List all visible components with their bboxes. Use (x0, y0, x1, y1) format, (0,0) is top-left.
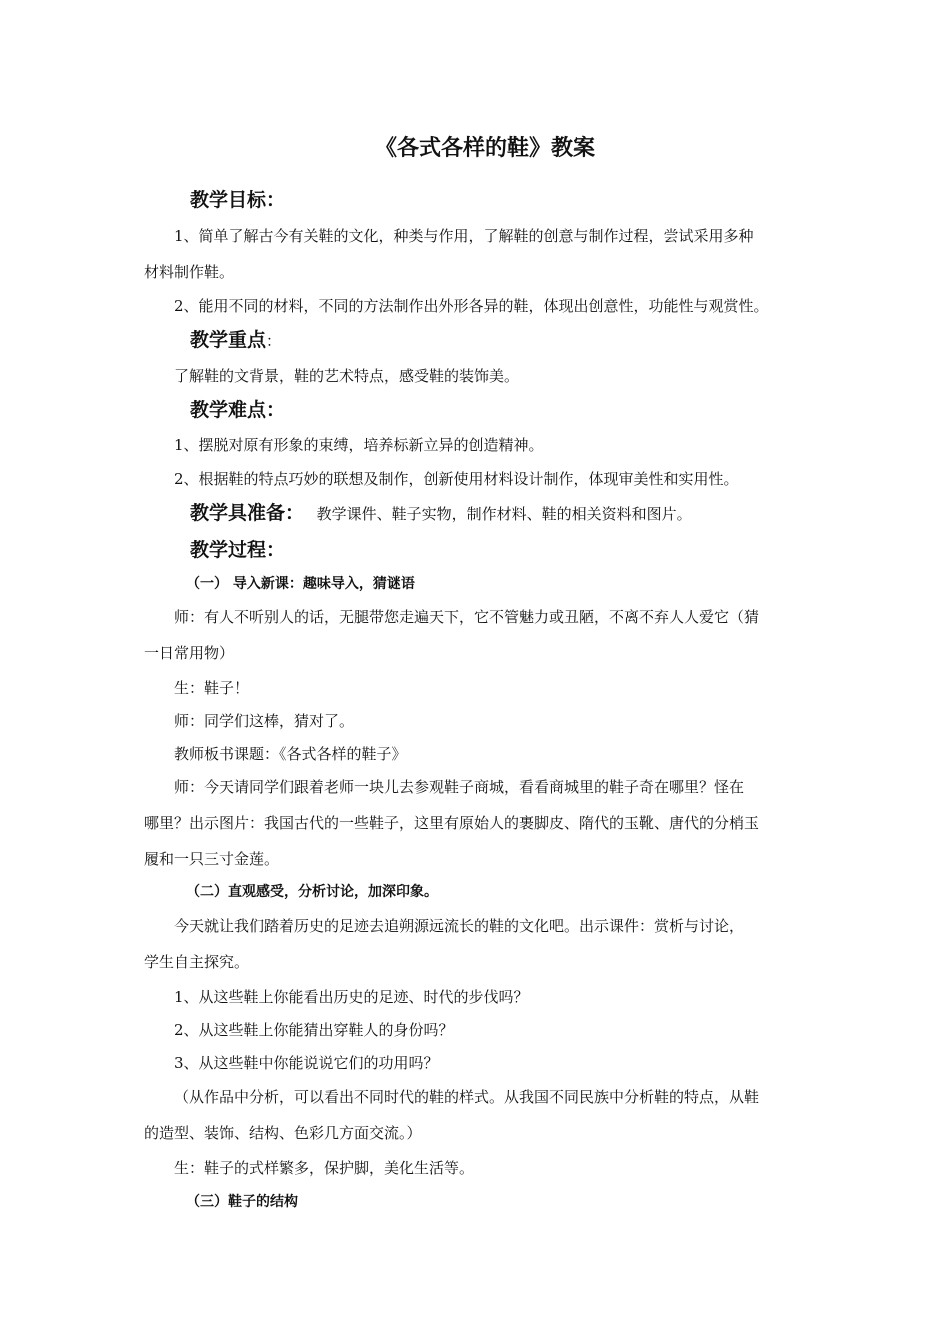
section1-p1-line1: 师：有人不听别人的话，无腿带您走遍天下，它不管魅力或丑陋，不离不弃人人爱它（猜 (174, 608, 760, 626)
section2-note-line2: 的造型、装饰、结构、色彩几方面交流。） (144, 1124, 422, 1142)
section1-title: （一） 导入新课：趣味导入，猜谜语 (186, 576, 415, 592)
document-title: 《各式各样的鞋》教案 (374, 136, 595, 161)
key-points-heading-colon: ： (266, 332, 282, 350)
section1-p5-line2: 哪里？出示图片：我国古代的一些鞋子，这里有原始人的裹脚皮、隋代的玉靴、唐代的分梢玉 (144, 814, 760, 832)
section1-p4: 教师板书课题：《各式各样的鞋子》 (174, 745, 407, 763)
section1-p5-line3: 履和一只三寸金莲。 (144, 850, 280, 868)
objectives-item2: 2、能用不同的材料，不同的方法制作出外形各异的鞋，体现出创意性，功能性与观赏性。 (174, 297, 769, 315)
preparation-heading: 教学具准备： (190, 502, 305, 524)
difficulties-item2: 2、根据鞋的特点巧妙的联想及制作，创新使用材料设计制作，体现审美性和实用性。 (174, 470, 739, 488)
objectives-heading: 教学目标： (190, 189, 286, 211)
section2-p1-line1: 今天就让我们踏着历史的足迹去追朔源远流长的鞋的文化吧。出示课件：赏析与讨论， (174, 917, 745, 935)
section2-q1: 1、从这些鞋上你能看出历史的足迹、时代的步伐吗？ (174, 988, 529, 1006)
section2-answer: 生：鞋子的式样繁多，保护脚，美化生活等。 (174, 1159, 475, 1177)
section2-note-line1: （从作品中分析，可以看出不同时代的鞋的样式。从我国不同民族中分析鞋的特点，从鞋 (174, 1088, 760, 1106)
section1-p5-line1: 师：今天请同学们跟着老师一块儿去参观鞋子商城，看看商城里的鞋子奇在哪里？怪在 (174, 778, 745, 796)
objectives-item1-line2: 材料制作鞋。 (144, 263, 235, 281)
difficulties-item1: 1、摆脱对原有形象的束缚，培养标新立异的创造精神。 (174, 436, 544, 454)
section3-title: （三）鞋子的结构 (186, 1194, 298, 1210)
objectives-item1-line1: 1、简单了解古今有关鞋的文化，种类与作用，了解鞋的创意与制作过程，尝试采用多种 (174, 227, 754, 245)
process-heading: 教学过程： (190, 539, 286, 561)
section1-p3: 师：同学们这棒，猜对了。 (174, 712, 355, 730)
section1-p2: 生：鞋子！ (174, 679, 250, 697)
key-points-text: 了解鞋的文背景，鞋的艺术特点，感受鞋的装饰美。 (174, 367, 520, 385)
key-points-heading (190, 328, 281, 353)
section2-q3: 3、从这些鞋中你能说说它们的功用吗？ (174, 1054, 439, 1072)
difficulties-heading: 教学难点： (190, 399, 286, 421)
section1-p1-line2: 一日常用物） (144, 644, 235, 662)
preparation-text: 教学课件、鞋子实物，制作材料、鞋的相关资料和图片。 (316, 505, 692, 523)
section2-p1-line2: 学生自主探究。 (144, 953, 250, 971)
preparation-row (190, 501, 692, 526)
key-points-heading-text: 教学重点 (190, 329, 267, 351)
section2-q2: 2、从这些鞋上你能猜出穿鞋人的身份吗？ (174, 1021, 454, 1039)
section2-title: （二）直观感受，分析讨论，加深印象。 (186, 884, 438, 900)
